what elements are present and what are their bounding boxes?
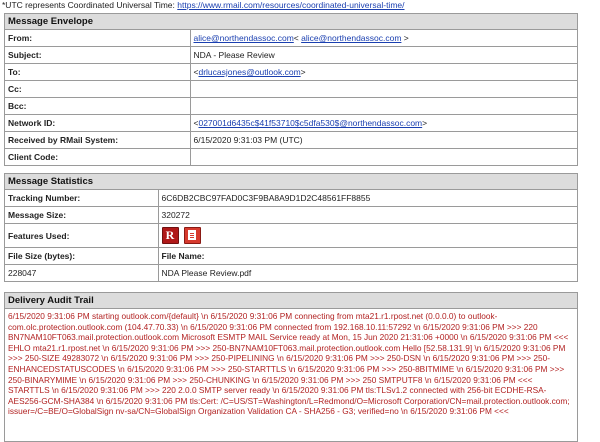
envelope-row-bcc — [5, 98, 577, 115]
to-value — [190, 64, 577, 81]
stats-row-file-values — [5, 265, 577, 282]
message-envelope-title: Message Envelope — [5, 14, 577, 30]
stats-row-file-headers — [5, 248, 577, 265]
stats-row-features — [5, 224, 577, 248]
message-size-value: 320272 — [158, 207, 577, 224]
file-name-label: File Name: — [158, 248, 577, 265]
envelope-row-received — [5, 132, 577, 149]
message-size-label: Message Size: — [5, 207, 158, 224]
stats-row-tracking — [5, 190, 577, 207]
file-name-value: NDA Please Review.pdf — [158, 265, 577, 282]
statistics-table — [5, 190, 577, 281]
from-link-2[interactable]: alice@northendassoc.com — [301, 33, 402, 43]
network-id-label: Network ID: — [5, 115, 190, 132]
utc-note-text: *UTC represents Coordinated Universal Time: — [2, 0, 178, 10]
document-feature-icon[interactable] — [184, 227, 201, 244]
stats-row-size — [5, 207, 577, 224]
delivery-audit-trail-title: Delivery Audit Trail — [5, 293, 577, 309]
received-label: Received by RMail System: — [5, 132, 190, 149]
envelope-row-to — [5, 64, 577, 81]
rmail-registered-glyph: R — [165, 228, 175, 242]
message-envelope-section — [4, 13, 578, 166]
file-size-label: File Size (bytes): — [5, 248, 158, 265]
from-value — [190, 30, 577, 47]
from-end: > — [401, 33, 409, 43]
from-label: From: — [5, 30, 190, 47]
rmail-registered-icon[interactable] — [162, 227, 179, 244]
tracking-label: Tracking Number: — [5, 190, 158, 207]
network-id-link[interactable]: 027001d6435c$41f53710$c5dfa530$@northendassoc.com — [198, 118, 423, 128]
delivery-audit-trail-section — [4, 292, 578, 442]
envelope-row-subject — [5, 47, 577, 64]
network-id-value — [190, 115, 577, 132]
received-value: 6/15/2020 9:31:03 PM (UTC) — [190, 132, 577, 149]
subject-value: NDA - Please Review — [190, 47, 577, 64]
subject-label: Subject: — [5, 47, 190, 64]
features-label: Features Used: — [5, 224, 158, 248]
from-link-1[interactable]: alice@northendassoc.com — [193, 33, 294, 43]
utc-note-link[interactable]: https://www.rmail.com/resources/coordinated-universal-time/ — [177, 0, 405, 10]
message-statistics-section — [4, 173, 578, 282]
envelope-row-cc — [5, 81, 577, 98]
to-label: To: — [5, 64, 190, 81]
envelope-table — [5, 30, 577, 165]
cc-label: Cc: — [5, 81, 190, 98]
message-statistics-title: Message Statistics — [5, 174, 577, 190]
cc-value — [190, 81, 577, 98]
bcc-value — [190, 98, 577, 115]
network-open: < — [193, 118, 199, 128]
file-size-value: 228047 — [5, 265, 158, 282]
to-close: > — [300, 67, 306, 77]
from-sep: < — [293, 33, 302, 43]
features-value — [158, 224, 577, 248]
envelope-row-from — [5, 30, 577, 47]
client-code-label: Client Code: — [5, 149, 190, 166]
network-close: > — [422, 118, 428, 128]
to-link[interactable]: drlucasjones@outlook.com — [198, 67, 301, 77]
bcc-label: Bcc: — [5, 98, 190, 115]
to-open: < — [193, 67, 199, 77]
audit-trail-log: 6/15/2020 9:31:06 PM starting outlook.com/{default} \n 6/15/2020 9:31:06 PM connecting from mta21.r1.rpost.net (0.0.0.0) to outlook-com.olc.protection.outlook.com (104.47.70.33) \n 6/15/2020 9:31:06 PM connected from 192.168.10.11:57292 \n 6/15/2020 9:31:06 PM >>> 220 BN7NAM10FT063.mail.protection.outlook.com Microsoft ESMTP MAIL Service ready at Mon, 15 Jun 2020 21:31:06 +0000 \n 6/15/2020 9:31:06 PM <<< EHLO mta21.r1.rpost.net \n 6/15/2020 9:31:06 PM >>> 250-BN7NAM10FT063.mail.protection.outlook.com Hello [52.58.131.9] \n 6/15/2020 9:31:06 PM >>> 250-SIZE 49283072 \n 6/15/2020 9:31:06 PM >>> 250-PIPELINING \n 6/15/2020 9:31:06 PM >>> 250-DSN \n 6/15/2020 9:31:06 PM >>> 250-ENHANCEDSTATUSCODES \n 6/15/2020 9:31:06 PM >>> 250-STARTTLS \n 6/15/2020 9:31:06 PM >>> 250-8BITMIME \n 6/15/2020 9:31:06 PM >>> 250-BINARYMIME \n 6/15/2020 9:31:06 PM >>> 250-CHUNKING \n 6/15/2020 9:31:06 PM >>> 250 SMTPUTF8 \n 6/15/2020 9:31:06 PM <<< STARTTLS \n 6/15/2020 9:31:06 PM >>> 220 2.0.0 SMTP server ready \n 6/15/2020 9:31:06 PM tls:TLSv1.2 connected with 256-bit ECDHE-RSA-AES256-GCM-SHA384 \n 6/15/2020 9:31:06 PM tls:Cert: /C=US/ST=Washington/L=Redmond/O=Microsoft Corporation/CN=mail.protection.outlook.com; issuer=/C=BE/O=GlobalSign nv-sa/CN=GlobalSign Organization Validation CA - SHA256 - G3; verified=no \n 6/15/2020 9:31:06 PM <<< — [8, 311, 570, 417]
client-code-value — [190, 149, 577, 166]
envelope-row-network-id — [5, 115, 577, 132]
tracking-value: 6C6DB2CBC97FAD0C3F9BA8A9D1D2C48561FF8855 — [158, 190, 577, 207]
envelope-row-client-code — [5, 149, 577, 166]
utc-note — [2, 0, 404, 10]
